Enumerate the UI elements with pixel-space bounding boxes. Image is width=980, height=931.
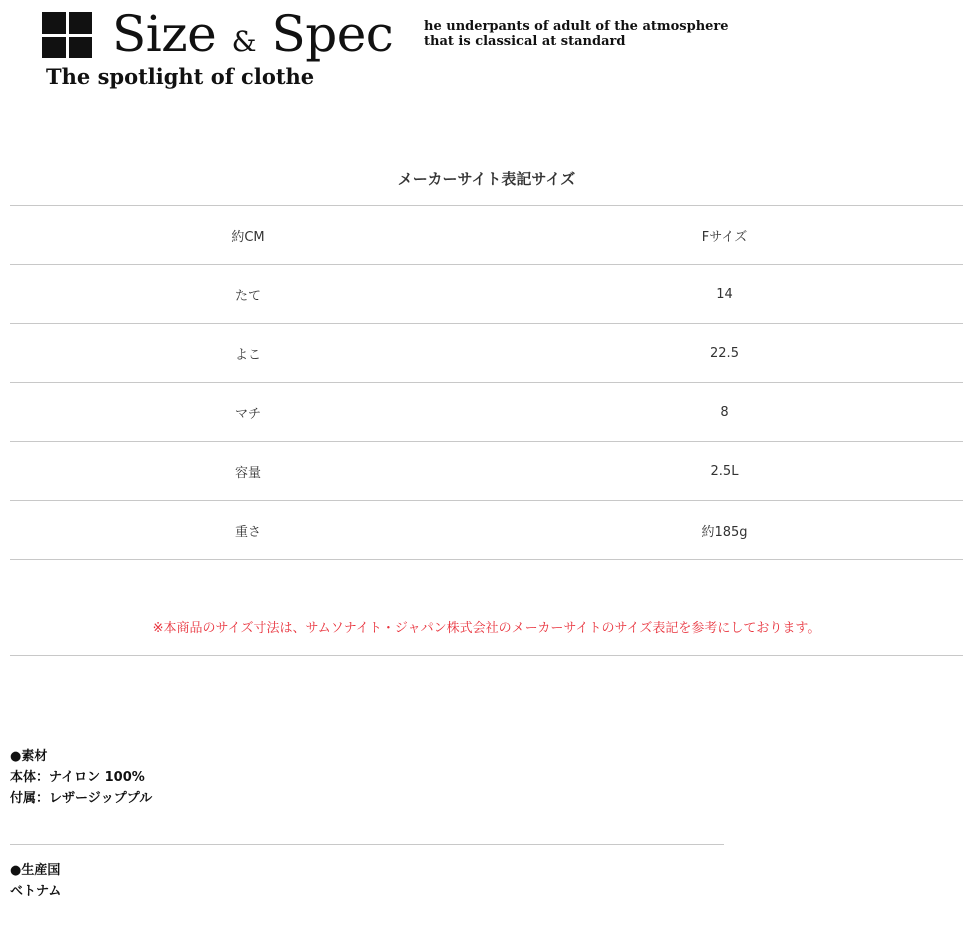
row-value: 約185g <box>486 501 963 560</box>
table-row <box>10 442 963 501</box>
row-value: 14 <box>486 265 963 324</box>
tagline: he underpants of adult of the atmosphere that is classical at standard <box>424 19 729 49</box>
table-row <box>10 501 963 560</box>
brand-title: Size & Spec <box>112 5 394 63</box>
logo-squares-icon <box>42 12 92 58</box>
row-label: たて <box>10 265 486 324</box>
divider <box>10 844 724 845</box>
header-cell-unit: 約CM <box>10 206 486 265</box>
size-table-title: メーカーサイト表記サイズ <box>397 170 576 188</box>
material-line-body: 本体：ナイロン 100% <box>10 770 145 785</box>
header-cell-size: Fサイズ <box>486 206 963 265</box>
material-line-accessory: 付属：レザージッププル <box>10 791 153 806</box>
row-label: よこ <box>10 324 486 383</box>
row-value: 8 <box>486 383 963 442</box>
origin-value: ベトナム <box>10 884 62 899</box>
size-table <box>10 205 963 560</box>
row-value: 22.5 <box>486 324 963 383</box>
subtitle: The spotlight of clothe <box>46 64 315 89</box>
row-label: 重さ <box>10 501 486 560</box>
table-row <box>10 324 963 383</box>
origin-section <box>10 860 61 902</box>
table-row <box>10 383 963 442</box>
row-label: 容量 <box>10 442 486 501</box>
divider <box>10 655 963 656</box>
size-reference-note: ※本商品のサイズ寸法は、サムソナイト・ジャパン株式会社のメーカーサイトのサイズ表記を参考にしております。 <box>152 621 821 636</box>
table-header-row <box>10 206 963 265</box>
table-row <box>10 265 963 324</box>
material-heading: ●素材 <box>10 749 48 764</box>
row-label: マチ <box>10 383 486 442</box>
origin-heading: ●生産国 <box>10 863 61 878</box>
row-value: 2.5L <box>486 442 963 501</box>
material-section <box>10 746 152 809</box>
header <box>0 0 980 110</box>
